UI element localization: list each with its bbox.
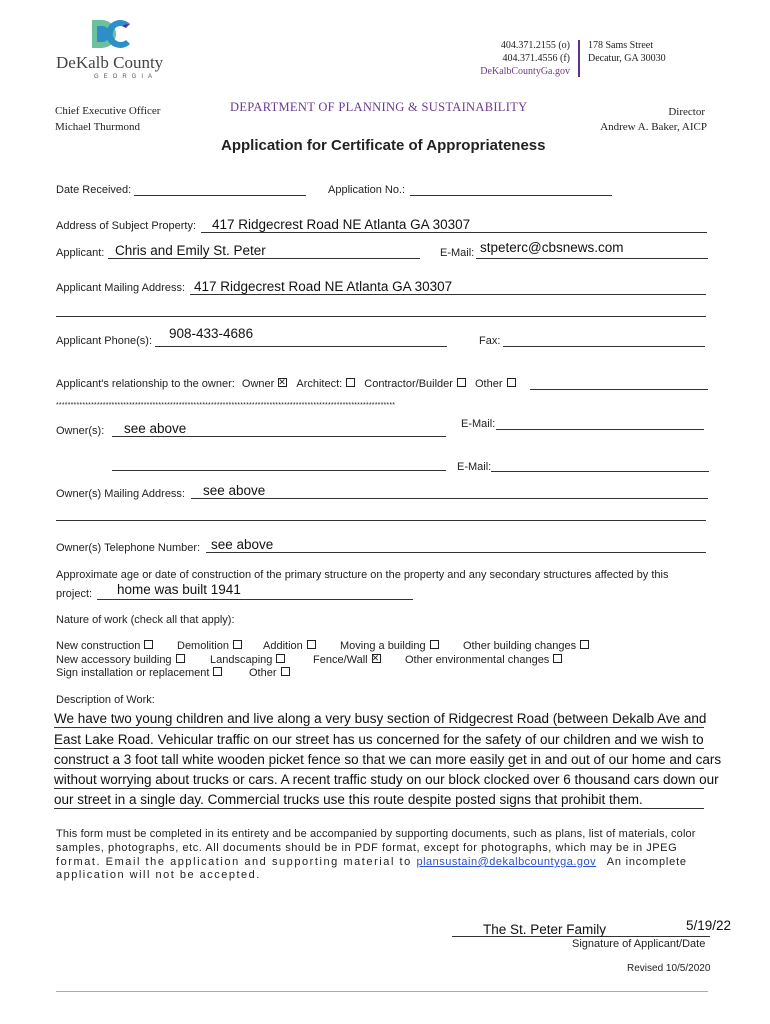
footer-rule xyxy=(56,991,708,992)
application-no-field[interactable] xyxy=(410,195,612,196)
address-value: 417 Ridgecrest Road NE Atlanta GA 30307 xyxy=(212,217,471,232)
description-label: Description of Work: xyxy=(56,694,155,706)
owner-email-label-1: E-Mail: xyxy=(461,418,496,430)
work-accessory-label: New accessory building xyxy=(56,654,172,666)
address-field[interactable] xyxy=(201,232,707,233)
work-other-building xyxy=(463,640,589,652)
work-moving-checkbox[interactable] xyxy=(430,640,439,649)
date-received-field[interactable] xyxy=(134,195,306,196)
rel-other-field[interactable] xyxy=(530,389,708,390)
owner-email-field-2[interactable] xyxy=(491,471,709,472)
work-addition-checkbox[interactable] xyxy=(307,640,316,649)
work-other-building-label: Other building changes xyxy=(463,640,577,652)
work-accessory xyxy=(56,654,185,666)
owner-phone-label: Owner(s) Telephone Number: xyxy=(56,542,201,554)
work-moving xyxy=(340,640,439,652)
revised-date: Revised 10/5/2020 xyxy=(627,963,711,974)
description-line-2: East Lake Road. Vehicular traffic on our street has us concerned for the safety of our children and we wish to xyxy=(54,732,704,747)
date-received-label: Date Received: xyxy=(56,184,132,196)
signature-label: Signature of Applicant/Date xyxy=(572,938,706,950)
form-title: Application for Certificate of Appropriateness xyxy=(221,137,546,154)
work-fence-checkbox[interactable] xyxy=(372,654,381,663)
description-area[interactable] xyxy=(54,711,724,811)
phone-label: Applicant Phone(s): xyxy=(56,335,152,347)
description-rule-1 xyxy=(54,727,704,728)
work-addition xyxy=(263,640,316,652)
work-other-env-checkbox[interactable] xyxy=(553,654,562,663)
owner-mailing-label: Owner(s) Mailing Address: xyxy=(56,488,185,500)
email-value: stpeterc@cbsnews.com xyxy=(480,240,624,255)
signature-date-value: 5/19/22 xyxy=(686,918,732,933)
rel-architect-label: Architect: xyxy=(296,378,343,390)
notice-line-3b: An incomplete xyxy=(606,856,687,868)
owner-mailing-value: see above xyxy=(203,483,266,498)
description-line-3: construct a 3 foot tall white wooden picket fence so that we can more easily get in and out of our home and cars xyxy=(54,752,722,767)
notice-line-3a: format. Email the application and supporting material to xyxy=(56,856,412,868)
email-label: E-Mail: xyxy=(440,247,475,259)
work-addition-label: Addition xyxy=(263,640,303,652)
email-field[interactable] xyxy=(476,258,708,259)
fax-field[interactable] xyxy=(503,346,705,347)
age-value: home was built 1941 xyxy=(117,582,241,597)
notice-line-2: samples, photographs, etc. All documents should be in PDF format, except for photographs, which may be in JPEG xyxy=(56,842,678,854)
description-line-4: without worrying about trucks or cars. A recent traffic study on our block clocked over 6 thousand cars down our xyxy=(54,772,719,787)
applicant-value: Chris and Emily St. Peter xyxy=(115,243,266,258)
phone-fax: 404.371.4556 (f) xyxy=(502,53,570,64)
owner-mailing-field[interactable] xyxy=(191,498,708,499)
mailing-label: Applicant Mailing Address: xyxy=(56,282,186,294)
work-demolition xyxy=(177,640,242,652)
work-other-building-checkbox[interactable] xyxy=(580,640,589,649)
rel-owner-label: Owner xyxy=(241,378,275,390)
work-other-env-label: Other environmental changes xyxy=(405,654,550,666)
ceo-name: Michael Thurmond xyxy=(55,121,141,133)
phone-field[interactable] xyxy=(155,346,447,347)
owner-email-label-2: E-Mail: xyxy=(457,461,492,473)
owner-email-field-1[interactable] xyxy=(496,429,704,430)
application-no-label: Application No.: xyxy=(328,184,406,196)
work-sign-label: Sign installation or replacement xyxy=(56,667,210,679)
work-landscaping xyxy=(210,654,285,666)
description-line-1: We have two young children and live along a very busy section of Ridgecrest Road (between Dekalb Ave and xyxy=(54,711,707,726)
work-fence xyxy=(313,654,381,666)
age-text-2: project: xyxy=(56,588,93,600)
notice-line-1: This form must be completed in its entirety and be accompanied by supporting documents, such as plans, list of materials, color xyxy=(56,828,696,840)
header-divider xyxy=(578,40,580,77)
dc-logo-icon xyxy=(56,18,166,54)
work-new-construction xyxy=(56,640,153,652)
fax-label: Fax: xyxy=(479,335,501,347)
city-address: Decatur, GA 30030 xyxy=(588,53,666,64)
logo-name: DeKalb County xyxy=(56,53,164,72)
signature-value: The St. Peter Family xyxy=(483,922,607,937)
work-other-env xyxy=(405,654,562,666)
owner-phone-value: see above xyxy=(211,537,274,552)
rel-architect-checkbox[interactable] xyxy=(346,378,355,387)
applicant-label: Applicant: xyxy=(56,247,105,259)
work-fence-label: Fence/Wall xyxy=(313,654,368,666)
work-new-construction-label: New construction xyxy=(56,640,141,652)
work-demolition-checkbox[interactable] xyxy=(233,640,242,649)
rel-contractor-checkbox[interactable] xyxy=(457,378,466,387)
relationship-label: Applicant's relationship to the owner: xyxy=(56,378,235,390)
relationship-row xyxy=(56,378,516,390)
rel-owner-checkbox[interactable] xyxy=(278,378,287,387)
description-rule-3 xyxy=(54,768,704,769)
phone-value: 908-433-4686 xyxy=(169,326,254,341)
owners-label: Owner(s): xyxy=(56,425,105,437)
work-new-construction-checkbox[interactable] xyxy=(144,640,153,649)
rel-contractor-label: Contractor/Builder xyxy=(364,378,453,390)
age-field[interactable] xyxy=(97,599,413,600)
work-landscaping-label: Landscaping xyxy=(210,654,273,666)
separator: ******************************************************************************************************************** xyxy=(56,402,396,409)
website-link[interactable]: DeKalbCountyGa.gov xyxy=(480,66,570,77)
owner-mailing-field-2[interactable] xyxy=(56,520,706,521)
work-moving-label: Moving a building xyxy=(340,640,426,652)
description-rule-5 xyxy=(54,808,704,809)
owners-field-2[interactable] xyxy=(112,470,446,471)
county-logo xyxy=(56,18,166,80)
phone-office: 404.371.2155 (o) xyxy=(500,40,570,51)
work-other-label: Other xyxy=(249,667,277,679)
mailing-field[interactable] xyxy=(190,294,706,295)
owners-value: see above xyxy=(124,421,187,436)
owners-field[interactable] xyxy=(112,436,446,437)
department-title: DEPARTMENT OF PLANNING & SUSTAINABILITY xyxy=(230,100,528,114)
notice-line-3 xyxy=(56,856,687,868)
description-line-5: our street in a single day. Commercial trucks use this route despite posted signs that prohibit them. xyxy=(54,792,643,807)
work-sign-checkbox[interactable] xyxy=(213,667,222,676)
work-accessory-checkbox[interactable] xyxy=(176,654,185,663)
age-text-1: Approximate age or date of construction of the primary structure on the property and any secondary structures affected by this xyxy=(56,569,669,581)
notice-email-link[interactable]: plansustain@dekalbcountyga.gov xyxy=(416,856,597,868)
description-rule-4 xyxy=(54,788,704,789)
notice-line-4: application will not be accepted. xyxy=(56,869,261,881)
mailing-value: 417 Ridgecrest Road NE Atlanta GA 30307 xyxy=(194,279,453,294)
work-other xyxy=(249,667,290,679)
owner-phone-field[interactable] xyxy=(206,552,706,553)
rel-other-label: Other xyxy=(475,378,503,390)
work-landscaping-checkbox[interactable] xyxy=(276,654,285,663)
rel-other-checkbox[interactable] xyxy=(507,378,516,387)
logo-sub: GEORGIA xyxy=(94,74,158,80)
address-label: Address of Subject Property: xyxy=(56,220,197,232)
nature-label: Nature of work (check all that apply): xyxy=(56,614,235,626)
work-demolition-label: Demolition xyxy=(177,640,229,652)
mailing-field-2[interactable] xyxy=(56,316,706,317)
description-rule-2 xyxy=(54,748,704,749)
street-address: 178 Sams Street xyxy=(588,40,653,51)
ceo-title: Chief Executive Officer xyxy=(55,105,161,117)
work-sign xyxy=(56,667,222,679)
work-other-checkbox[interactable] xyxy=(281,667,290,676)
director-name: Andrew A. Baker, AICP xyxy=(600,121,707,133)
director-title: Director xyxy=(668,106,705,118)
applicant-field[interactable] xyxy=(108,258,420,259)
